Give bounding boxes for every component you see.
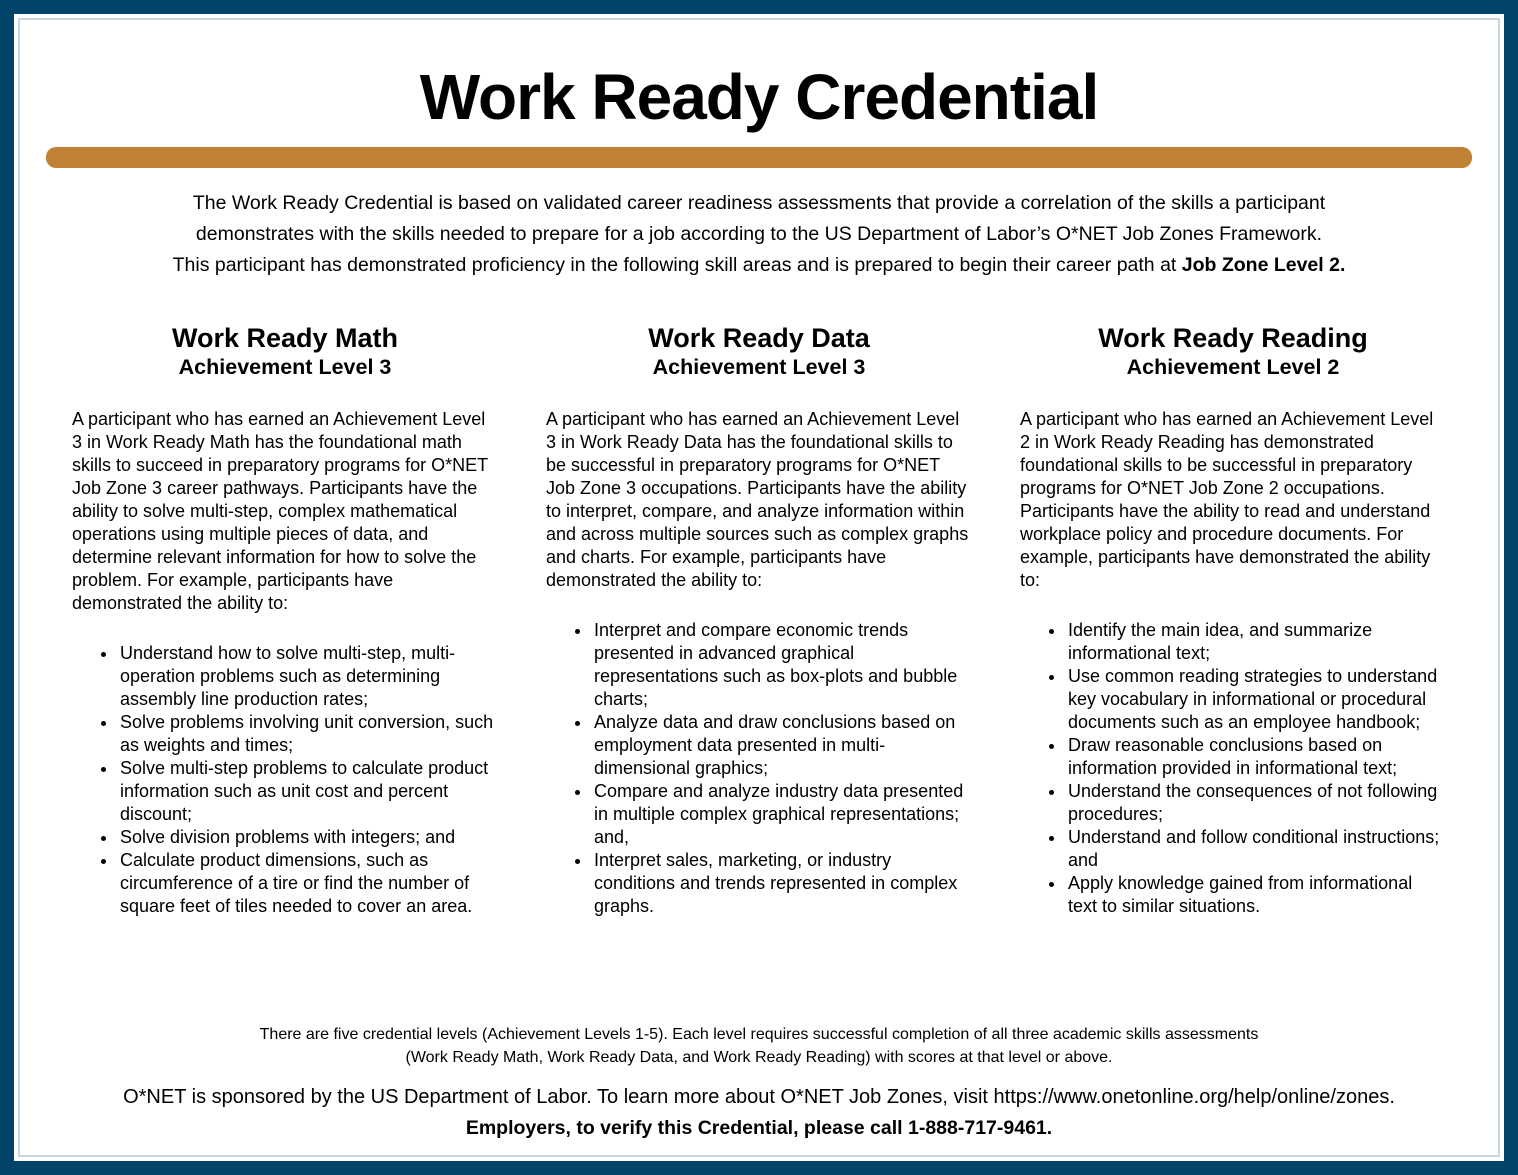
bullet-item: • Calculate product dimensions, such as circumference of a tire or find the number of square feet of tiles needed to cover an area. (118, 849, 498, 918)
bullet-list (72, 642, 498, 918)
column-work-ready-reading (1020, 323, 1446, 918)
bullet-item: • Solve multi-step problems to calculate product information such as unit cost and percent discount; (118, 757, 498, 826)
accent-bar (46, 147, 1472, 168)
skill-columns (14, 323, 1504, 1023)
bullet-item: • Understand how to solve multi-step, multi-operation problems such as determining assembly line production rates; (118, 642, 498, 711)
employer-verification-note: Employers, to verify this Credential, please call 1-888-717-9461. (465, 1117, 1053, 1140)
bullet-item: • Apply knowledge gained from informational text to similar situations. (1066, 872, 1446, 918)
column-achievement-level: Achievement Level 3 (178, 355, 392, 380)
job-zone-level: Job Zone Level 2. (1181, 254, 1346, 277)
intro-line-3 (14, 250, 1504, 281)
column-title: Work Ready Reading (1098, 323, 1368, 354)
bullet-item: • Understand the consequences of not following procedures; (1066, 780, 1446, 826)
sponsor-note: O*NET is sponsored by the US Department of Labor. To learn more about O*NET Job Zones, visit https://www.onetonline.org/help/online/zones. (123, 1086, 1395, 1109)
credential-levels-line-1: There are five credential levels (Achievement Levels 1-5). Each level requires successful completion of all three academic skills assessments (259, 1026, 1259, 1044)
column-work-ready-data (546, 323, 972, 918)
column-work-ready-math (72, 323, 498, 918)
column-description: A participant who has earned an Achievement Level 3 in Work Ready Math has the foundational math skills to succeed in preparatory programs for O*NET Job Zone 3 career pathways. Participants have the ability to solve multi-step, complex mathematical operations using multiple pieces of data, and determine relevant information for how to solve the problem. For example, participants have demonstrated the ability to: (72, 408, 488, 613)
bullet-item: • Compare and analyze industry data presented in multiple complex graphical representations; and, (592, 780, 972, 849)
column-achievement-level: Achievement Level 2 (1126, 355, 1340, 380)
bullet-item: • Identify the main idea, and summarize informational text; (1066, 619, 1446, 665)
intro-line-1: The Work Ready Credential is based on validated career readiness assessments that provide a correlation of the skills a participant (192, 192, 1326, 215)
column-description: A participant who has earned an Achievement Level 2 in Work Ready Reading has demonstrated foundational skills to be successful in preparatory programs for O*NET Job Zone 2 occupations. Participants have the ability to read and understand workplace policy and procedure documents. For example, participants have demonstrated the ability to: (1020, 408, 1434, 590)
bullet-item: • Use common reading strategies to understand key vocabulary in informational or procedural documents such as an employee handbook; (1066, 665, 1446, 734)
column-description: A participant who has earned an Achievement Level 3 in Work Ready Data has the foundational skills to be successful in preparatory programs for O*NET Job Zone 3 occupations. Participants have the ability to interpret, compare, and analyze information within and across multiple sources such as complex graphs and charts. For example, participants have demonstrated the ability to: (546, 408, 969, 590)
bullet-item: • Interpret and compare economic trends presented in advanced graphical representations such as box-plots and bubble charts; (592, 619, 972, 711)
column-achievement-level: Achievement Level 3 (652, 355, 866, 380)
bullet-item: • Analyze data and draw conclusions based on employment data presented in multi-dimensional graphics; (592, 711, 972, 780)
credential-levels-note (14, 1023, 1504, 1069)
intro-line-2: demonstrates with the skills needed to prepare for a job according to the US Department of Labor’s O*NET Job Zones Framework. (195, 223, 1323, 246)
bullet-item: • Understand and follow conditional instructions; and (1066, 826, 1446, 872)
bullet-item: • Interpret sales, marketing, or industry conditions and trends represented in complex graphs. (592, 849, 972, 918)
page-title: Work Ready Credential (419, 61, 1099, 133)
column-title: Work Ready Math (171, 323, 399, 354)
intro-paragraph (14, 188, 1504, 281)
intro-line-3-text: This participant has demonstrated proficiency in the following skill areas and is prepared to begin their career path at (172, 254, 1182, 277)
column-title: Work Ready Data (648, 323, 870, 354)
credential-levels-line-2: (Work Ready Math, Work Ready Data, and Work Ready Reading) with scores at that level or above. (405, 1049, 1113, 1067)
bullet-list (1020, 619, 1446, 918)
bullet-item: • Solve problems involving unit conversion, such as weights and times; (118, 711, 498, 757)
bullet-item: • Solve division problems with integers; and (118, 826, 498, 849)
bullet-list (546, 619, 972, 918)
bullet-item: • Draw reasonable conclusions based on information provided in informational text; (1066, 734, 1446, 780)
